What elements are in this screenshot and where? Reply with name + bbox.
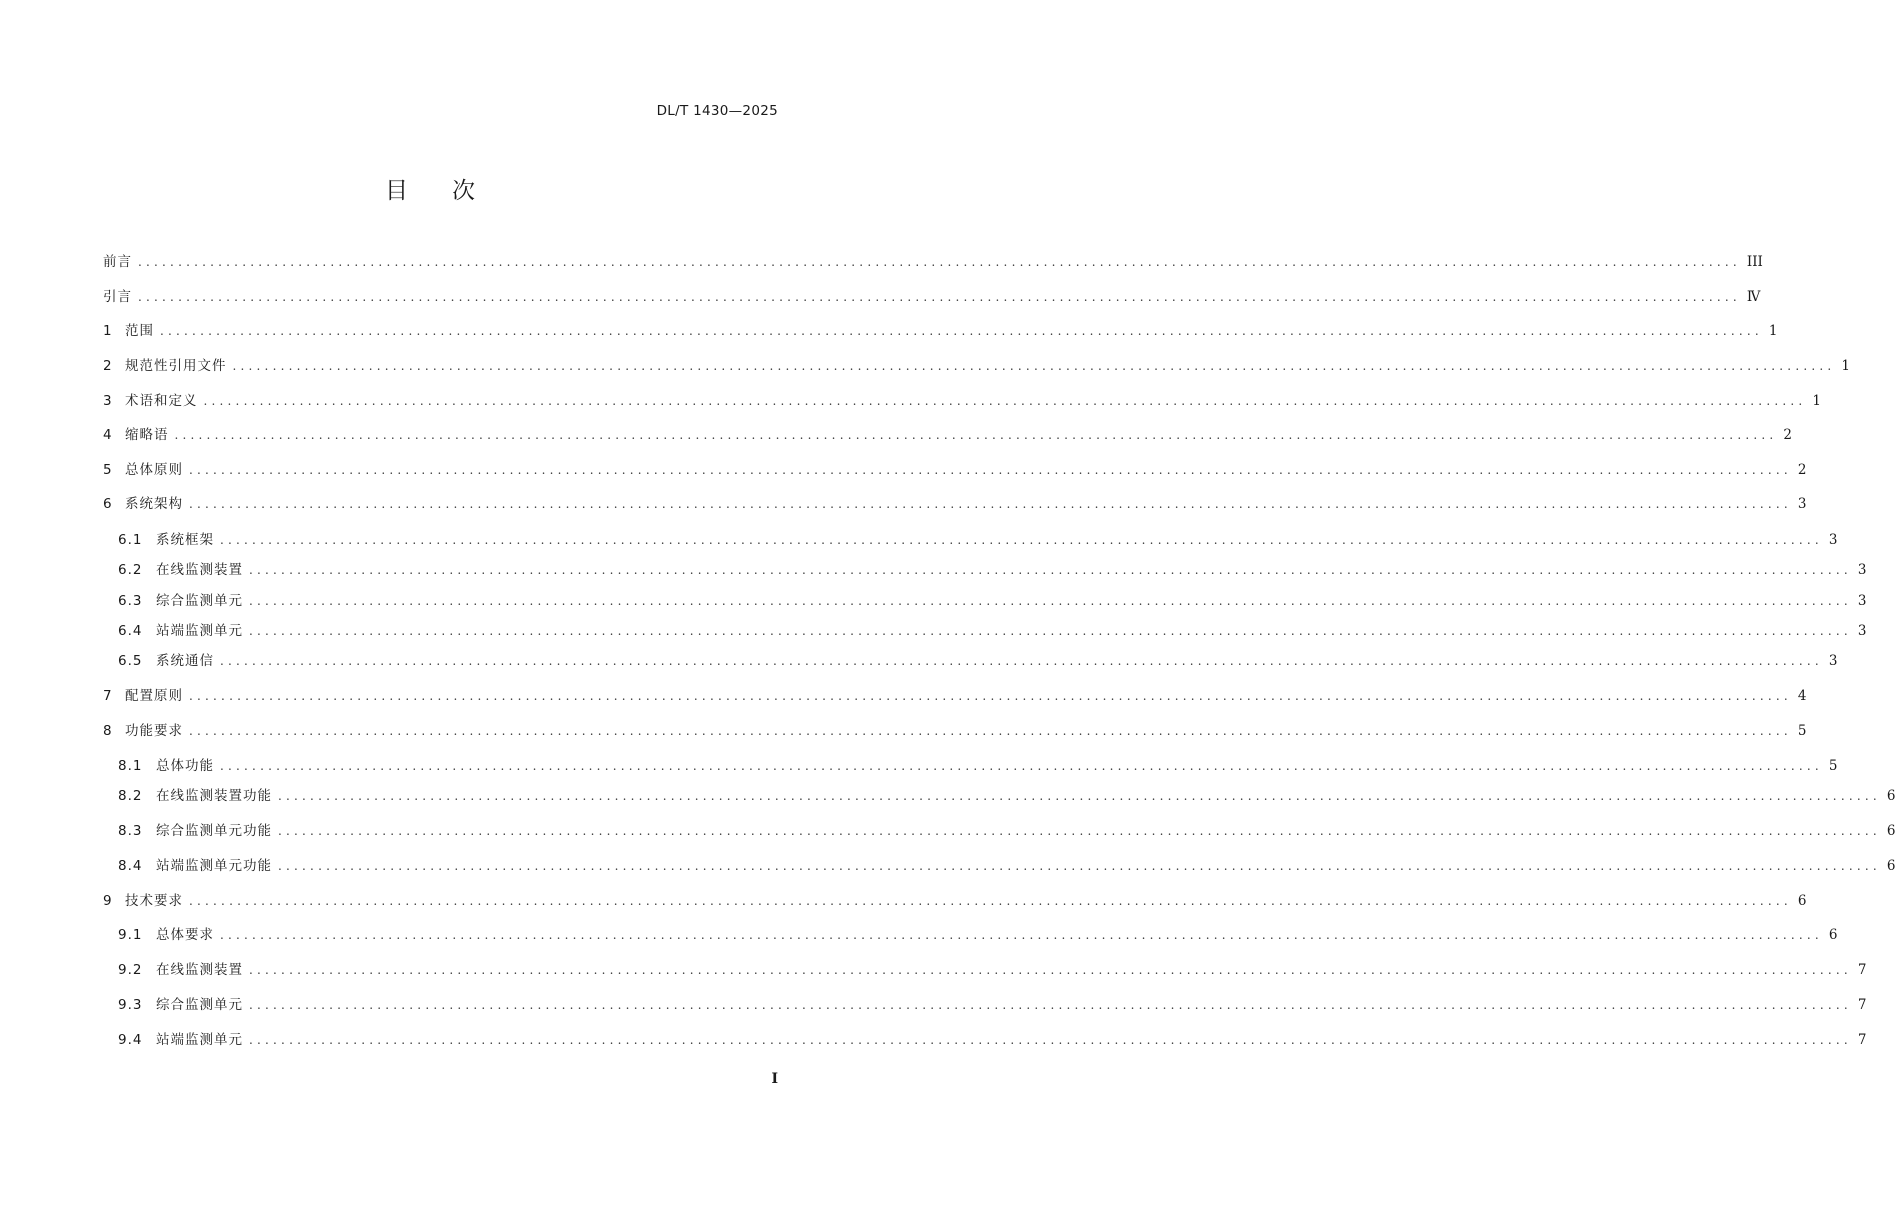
toc-dot-leader: ........................................................................................................................................................................................................ [220,654,1823,668]
toc-dot-leader: ........................................................................................................................................................................................................ [278,859,1881,873]
toc-entry-title: 规范性引用文件 [125,358,227,374]
toc-entry[interactable] [0,425,1792,445]
toc-entry-page: III [1746,254,1763,270]
toc-entry[interactable] [0,494,1807,514]
toc-entry-page: 3 [1857,593,1867,609]
toc-entry-page: Ⅳ [1746,289,1761,305]
toc-entry-page: 3 [1857,623,1867,639]
toc-dot-leader: ........................................................................................................................................................................................................ [203,394,1807,408]
toc-entry-number: 8.4 [118,858,143,874]
toc-entry-page: 1 [1841,358,1850,374]
toc-entry[interactable] [0,1030,1867,1050]
toc-entry-number: 5 [103,462,113,478]
toc-entry[interactable] [0,287,1761,307]
toc-dot-leader: ........................................................................................................................................................................................................ [249,1033,1852,1047]
toc-entry-title: 技术要求 [125,893,183,909]
toc-entry-page: 6 [1886,823,1895,839]
toc-entry-page: 2 [1783,427,1792,443]
toc-entry-number: 8.3 [118,823,143,839]
toc-entry-title: 系统通信 [156,653,214,669]
toc-entry-page: 7 [1857,1032,1867,1048]
toc-entry-title: 配置原则 [125,688,183,704]
toc-entry[interactable] [0,591,1867,611]
page-number: I [771,1071,778,1087]
toc-entry-page: 1 [1768,323,1778,339]
toc-entry-title: 引言 [103,289,132,305]
toc-entry[interactable] [0,925,1838,945]
toc-dot-leader: ........................................................................................................................................................................................................ [249,963,1852,977]
title-char-left: 目 [385,178,408,204]
toc-entry-page: 3 [1828,532,1838,548]
toc-dot-leader: ........................................................................................................................................................................................................ [160,324,1763,338]
toc-entry-number: 6.1 [118,532,143,548]
toc-entry-page: 3 [1797,496,1807,512]
toc-entry-page: 6 [1828,927,1838,943]
toc-entry[interactable] [0,995,1867,1015]
toc-entry[interactable] [0,651,1838,671]
toc-entry-title: 前言 [103,254,132,270]
toc-entry-title: 在线监测装置功能 [156,788,272,804]
toc-entry-number: 6.2 [118,562,143,578]
toc-entry-title: 总体功能 [156,758,214,774]
toc-dot-leader: ........................................................................................................................................................................................................ [232,359,1836,373]
toc-entry-page: 6 [1886,788,1895,804]
toc-entry-title: 综合监测单元 [156,997,243,1013]
toc-entry-page: 4 [1797,688,1807,704]
toc-entry-page: 6 [1797,893,1807,909]
toc-entry-page: 5 [1828,758,1838,774]
toc-entry-title: 缩略语 [125,427,169,443]
toc-entry-number: 9 [103,893,113,909]
toc-entry[interactable] [0,391,1821,411]
toc-dot-leader: ........................................................................................................................................................................................................ [189,724,1792,738]
toc-entry-page: 3 [1857,562,1867,578]
toc-entry-title: 综合监测单元功能 [156,823,272,839]
toc-dot-leader: ........................................................................................................................................................................................................ [278,824,1881,838]
toc-entry-number: 8 [103,723,113,739]
toc-entry-title: 总体原则 [125,462,183,478]
toc-dot-leader: ........................................................................................................................................................................................................ [249,624,1852,638]
toc-entry-number: 2 [103,358,113,374]
toc-dot-leader: ........................................................................................................................................................................................................ [249,563,1852,577]
page-title [0,172,860,205]
toc-entry-title: 范围 [125,323,154,339]
toc-entry-number: 6 [103,496,113,512]
toc-dot-leader: ........................................................................................................................................................................................................ [189,497,1792,511]
toc-entry-number: 3 [103,393,113,409]
toc-entry-title: 术语和定义 [125,393,198,409]
toc-entry[interactable] [0,856,1895,876]
toc-entry-title: 功能要求 [125,723,183,739]
toc-entry-number: 8.2 [118,788,143,804]
toc-entry-page: 7 [1857,997,1867,1013]
toc-entry-page: 3 [1828,653,1838,669]
toc-entry-title: 综合监测单元 [156,593,243,609]
toc-dot-leader: ........................................................................................................................................................................................................ [220,928,1823,942]
toc-entry-title: 系统框架 [156,532,214,548]
toc-entry[interactable] [0,891,1807,911]
toc-entry[interactable] [0,321,1778,341]
toc-entry-title: 在线监测装置 [156,562,243,578]
toc-entry[interactable] [0,821,1895,841]
toc-entry[interactable] [0,786,1895,806]
toc-entry-number: 9.3 [118,997,143,1013]
toc-entry-title: 总体要求 [156,927,214,943]
toc-entry-page: 2 [1797,462,1807,478]
toc-entry[interactable] [0,252,1763,272]
toc-dot-leader: ........................................................................................................................................................................................................ [138,255,1741,269]
toc-dot-leader: ........................................................................................................................................................................................................ [189,689,1792,703]
toc-entry-number: 9.1 [118,927,143,943]
toc-entry-number: 8.1 [118,758,143,774]
toc-entry-number: 9.4 [118,1032,143,1048]
toc-entry-title: 站端监测单元功能 [156,858,272,874]
toc-entry-number: 9.2 [118,962,143,978]
toc-dot-leader: ........................................................................................................................................................................................................ [278,789,1881,803]
toc-entry[interactable] [0,356,1850,376]
toc-entry-title: 站端监测单元 [156,623,243,639]
toc-entry[interactable] [0,960,1867,980]
toc-entry-title: 站端监测单元 [156,1032,243,1048]
toc-entry-number: 7 [103,688,113,704]
toc-entry[interactable] [0,721,1807,741]
toc-dot-leader: ........................................................................................................................................................................................................ [249,998,1852,1012]
toc-dot-leader: ........................................................................................................................................................................................................ [189,894,1792,908]
toc-entry-number: 1 [103,323,113,339]
toc-dot-leader: ........................................................................................................................................................................................................ [249,594,1852,608]
toc-entry-number: 4 [103,427,113,443]
toc-entry[interactable] [0,686,1807,706]
toc-entry[interactable] [0,756,1838,776]
toc-entry-page: 7 [1857,962,1867,978]
toc-entry-page: 6 [1886,858,1895,874]
toc-entry-number: 6.5 [118,653,143,669]
toc-entry-page: 1 [1812,393,1821,409]
toc-entry-number: 6.3 [118,593,143,609]
toc-entry-page: 5 [1797,723,1807,739]
document-code: DL/T 1430—2025 [656,103,778,119]
toc-entry-title: 在线监测装置 [156,962,243,978]
toc-entry[interactable] [0,460,1807,480]
toc-dot-leader: ........................................................................................................................................................................................................ [189,463,1792,477]
toc-entry[interactable] [0,560,1867,580]
toc-entry[interactable] [0,530,1838,550]
toc-dot-leader: ........................................................................................................................................................................................................ [220,759,1823,773]
toc-dot-leader: ........................................................................................................................................................................................................ [174,428,1778,442]
toc-dot-leader: ........................................................................................................................................................................................................ [138,290,1741,304]
toc-entry-number: 6.4 [118,623,143,639]
toc-dot-leader: ........................................................................................................................................................................................................ [220,533,1823,547]
toc-entry[interactable] [0,621,1867,641]
toc-entry-title: 系统架构 [125,496,183,512]
title-char-right: 次 [452,178,475,204]
